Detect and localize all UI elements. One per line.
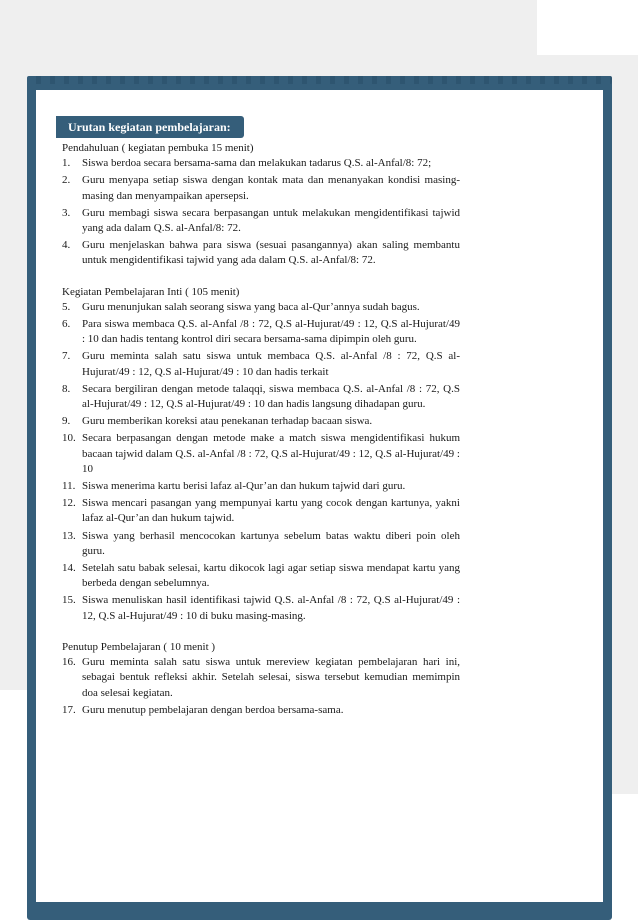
item-text: Siswa menuliskan hasil identifikasi tajwid Q.S. al-Anfal /8 : 72, Q.S al-Hujurat/49 : 12, Q.S al-Hujurat/49 : 10 di buku masing-masing. — [82, 594, 460, 622]
section-spacer — [62, 271, 460, 285]
item-number: 11. — [62, 480, 76, 493]
item-text: Guru menjelaskan bahwa para siswa (sesuai pasangannya) akan saling membantu untuk mengidentifikasi tajwid yang ada dalam Q.S. al-Anfal/8: 72. — [82, 239, 460, 267]
list-item — [62, 317, 460, 347]
item-number: 5. — [62, 300, 71, 313]
list-item — [62, 300, 460, 315]
item-text: Guru membagi siswa secara berpasangan untuk melakukan mengidentifikasi tajwid yang ada dalam Q.S. al-Anfal/8: 72. — [82, 206, 460, 235]
item-number: 13. — [62, 529, 76, 542]
item-number: 7. — [62, 350, 71, 363]
item-number: 15. — [62, 594, 76, 607]
list-item — [62, 479, 460, 494]
item-text: Guru menyapa setiap siswa dengan kontak mata dan menanyakan kondisi masing-masing dan menyampaikan apersepsi. — [82, 174, 460, 202]
item-number: 3. — [62, 206, 71, 219]
step-list-pendahuluan — [62, 156, 460, 268]
page-frame-edge — [27, 76, 612, 84]
list-item — [62, 593, 460, 623]
list-item — [62, 156, 460, 171]
lesson-steps — [62, 141, 460, 720]
item-number: 16. — [62, 656, 76, 669]
item-number: 4. — [62, 239, 71, 252]
item-number: 9. — [62, 415, 71, 428]
list-item — [62, 349, 460, 379]
item-number: 2. — [62, 174, 71, 187]
list-item — [62, 703, 460, 718]
item-text: Siswa berdoa secara bersama-sama dan melakukan tadarus Q.S. al-Anfal/8: 72; — [82, 157, 432, 170]
list-item — [62, 414, 460, 429]
list-item — [62, 561, 460, 591]
item-text: Siswa menerima kartu berisi lafaz al-Qur’an dan hukum tajwid dari guru. — [82, 480, 406, 493]
item-number: 14. — [62, 562, 76, 575]
list-item — [62, 655, 460, 701]
list-item — [62, 206, 460, 236]
item-text: Guru menunjukan salah seorang siswa yang baca al-Qur’annya sudah bagus. — [82, 300, 420, 313]
item-text: Siswa mencari pasangan yang mempunyai kartu yang cocok dengan kartunya, yakni lafaz al-Qur’an dan hukum tajwid. — [82, 497, 460, 525]
item-text: Secara berpasangan dengan metode make a match siswa mengidentifikasi hukum bacaan tajwid dalam Q.S. al-Anfal /8 : 72, Q.S al-Hujurat/49 : 12, Q.S al-Hujurat/49 : 10 — [82, 432, 460, 475]
section-spacer — [62, 626, 460, 640]
item-text: Setelah satu babak selesai, kartu dikocok lagi agar setiap siswa mendapat kartu yang berbeda dengan sebelumnya. — [82, 562, 460, 590]
background-corner — [537, 0, 638, 55]
section-title-pendahuluan: Pendahuluan ( kegiatan pembuka 15 menit) — [62, 142, 254, 154]
section-title-inti: Kegiatan Pembelajaran Inti ( 105 menit) — [62, 285, 240, 298]
item-number: 17. — [62, 703, 76, 716]
item-text: Para siswa membaca Q.S. al-Anfal /8 : 72, Q.S al-Hujurat/49 : 12, Q.S al-Hujurat/49 : 10 dan hadis tentang kontrol diri secara bersama-sama dipimpin oleh guru. — [82, 318, 460, 346]
item-text: Guru meminta salah satu siswa untuk membaca Q.S. al-Anfal /8 : 72, Q.S al-Hujurat/49 : 12, Q.S al-Hujurat/49 : 10 dan hadis terkait — [82, 350, 460, 378]
item-number: 8. — [62, 382, 71, 395]
item-number: 1. — [62, 157, 71, 170]
list-item — [62, 382, 460, 412]
item-text: Guru memberikan koreksi atau penekanan terhadap bacaan siswa. — [82, 415, 373, 428]
list-item — [62, 431, 460, 477]
list-item — [62, 173, 460, 203]
item-text: Secara bergiliran dengan metode talaqqi, siswa membaca Q.S. al-Anfal /8 : 72, Q.S al-Hujurat/49 : 12, Q.S al-Hujurat/49 : 10 dan hadis langsung dihadapan guru. — [82, 382, 460, 411]
section-title-penutup: Penutup Pembelajaran ( 10 menit ) — [62, 640, 216, 653]
list-item — [62, 238, 460, 268]
item-text: Siswa yang berhasil mencocokan kartunya sebelum batas waktu diberi poin oleh guru. — [82, 529, 460, 557]
step-list-penutup — [62, 655, 460, 718]
list-item — [62, 496, 460, 526]
item-number: 12. — [62, 497, 76, 510]
item-text: Guru menutup pembelajaran dengan berdoa bersama-sama. — [82, 703, 344, 716]
section-header-tab — [56, 116, 244, 138]
item-number: 10. — [62, 432, 76, 445]
list-item — [62, 529, 460, 559]
section-header-title: Urutan kegiatan pembelajaran: — [68, 120, 231, 134]
item-text: Guru meminta salah satu siswa untuk mereview kegiatan pembelajaran hari ini, sebagai bentuk refleksi akhir. Setelah selesai, siswa tersebut kemudian memimpin doa selesai kegiatan. — [82, 656, 460, 699]
step-list-inti — [62, 300, 460, 624]
item-number: 6. — [62, 318, 71, 331]
